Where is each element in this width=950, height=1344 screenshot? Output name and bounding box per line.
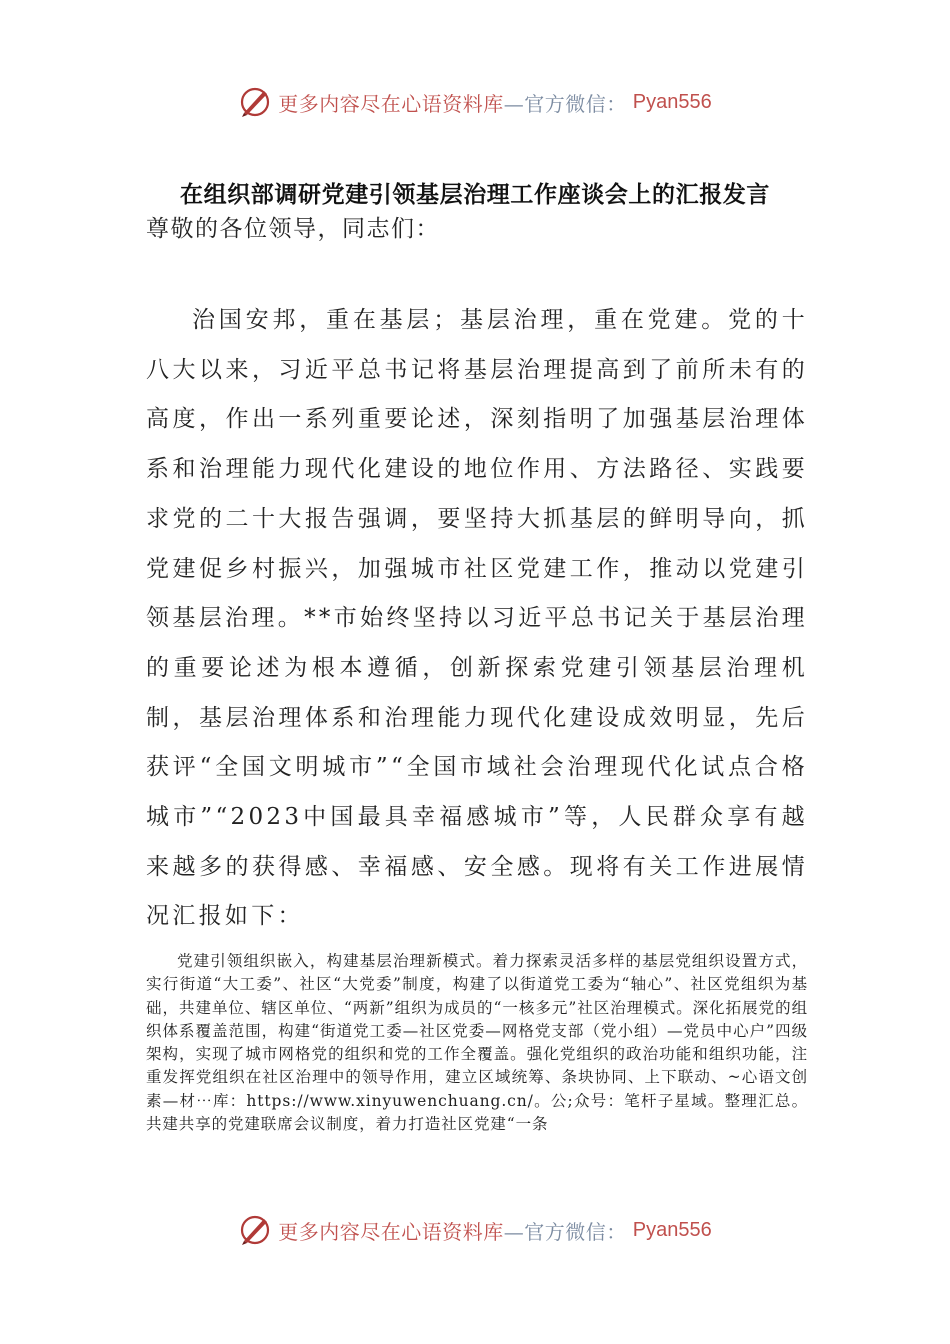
banner-slogan-separator: —官方微信： — [503, 91, 627, 116]
banner-slogan-separator: —官方微信： — [503, 1219, 627, 1244]
document-title: 在组织部调研党建引领基层治理工作座谈会上的汇报发言 — [180, 182, 770, 208]
section-paragraph: 党建引领组织嵌入，构建基层治理新模式。着力探索灵活多样的基层党组织设置方式，实行街道“大工委”、社区“大党委”制度，构建了以街道党工委为“轴心”、社区党组织为基础，共建单位、辖区单位、“两新”组织为成员的“一核多元”社区治理模式。深化拓展党的组织体系覆盖范围，构建“街道党工委—社区党委—网格党支部（党小组）—党员中心户”四级架构，实现了城市网格党的组织和党的工作全覆盖。强化党组织的政治功能和组织功能，注重发挥党组织在社区治理中的领导作用，建立区域统筹、条块协同、上下联动、~心语文创素—材⋯库：https://www.xinyuwenchuang.cn/。公;众号：笔杆子星域。整理汇总。共建共享的党建联席会议制度，着力打造社区党建“一条 — [146, 952, 808, 1134]
footer-banner — [0, 1210, 950, 1250]
banner-wechat-id: Pyan556 — [632, 1218, 712, 1241]
banner-slogan-main: 更多内容尽在心语资料库 — [278, 1219, 504, 1244]
banner-wechat-id: Pyan556 — [632, 90, 712, 113]
banner-slogan — [278, 1216, 627, 1245]
salutation: 尊敬的各位领导，同志们： — [146, 216, 440, 242]
pen-logo-icon — [238, 85, 272, 119]
intro-paragraph: 治国安邦，重在基层；基层治理，重在党建。党的十八大以来，习近平总书记将基层治理提高到了前所未有的高度，作出一系列重要论述，深刻指明了加强基层治理体系和治理能力现代化建设的地位作用、方法路径、实践要求党的二十大报告强调，要坚持大抓基层的鲜明导向，抓党建促乡村振兴，加强城市社区党建工作，推动以党建引领基层治理。**市始终坚持以习近平总书记关于基层治理的重要论述为根本遵循，创新探索党建引领基层治理机制，基层治理体系和治理能力现代化建设成效明显，先后获评“全国文明城市”“全国市域社会治理现代化试点合格城市”“2023中国最具幸福感城市”等，人民群众享有越来越多的获得感、幸福感、安全感。现将有关工作进展情况汇报如下： — [146, 307, 808, 930]
pen-logo-icon — [238, 1213, 272, 1247]
banner-slogan — [278, 88, 627, 117]
banner-slogan-main: 更多内容尽在心语资料库 — [278, 91, 504, 116]
header-banner — [0, 82, 950, 122]
